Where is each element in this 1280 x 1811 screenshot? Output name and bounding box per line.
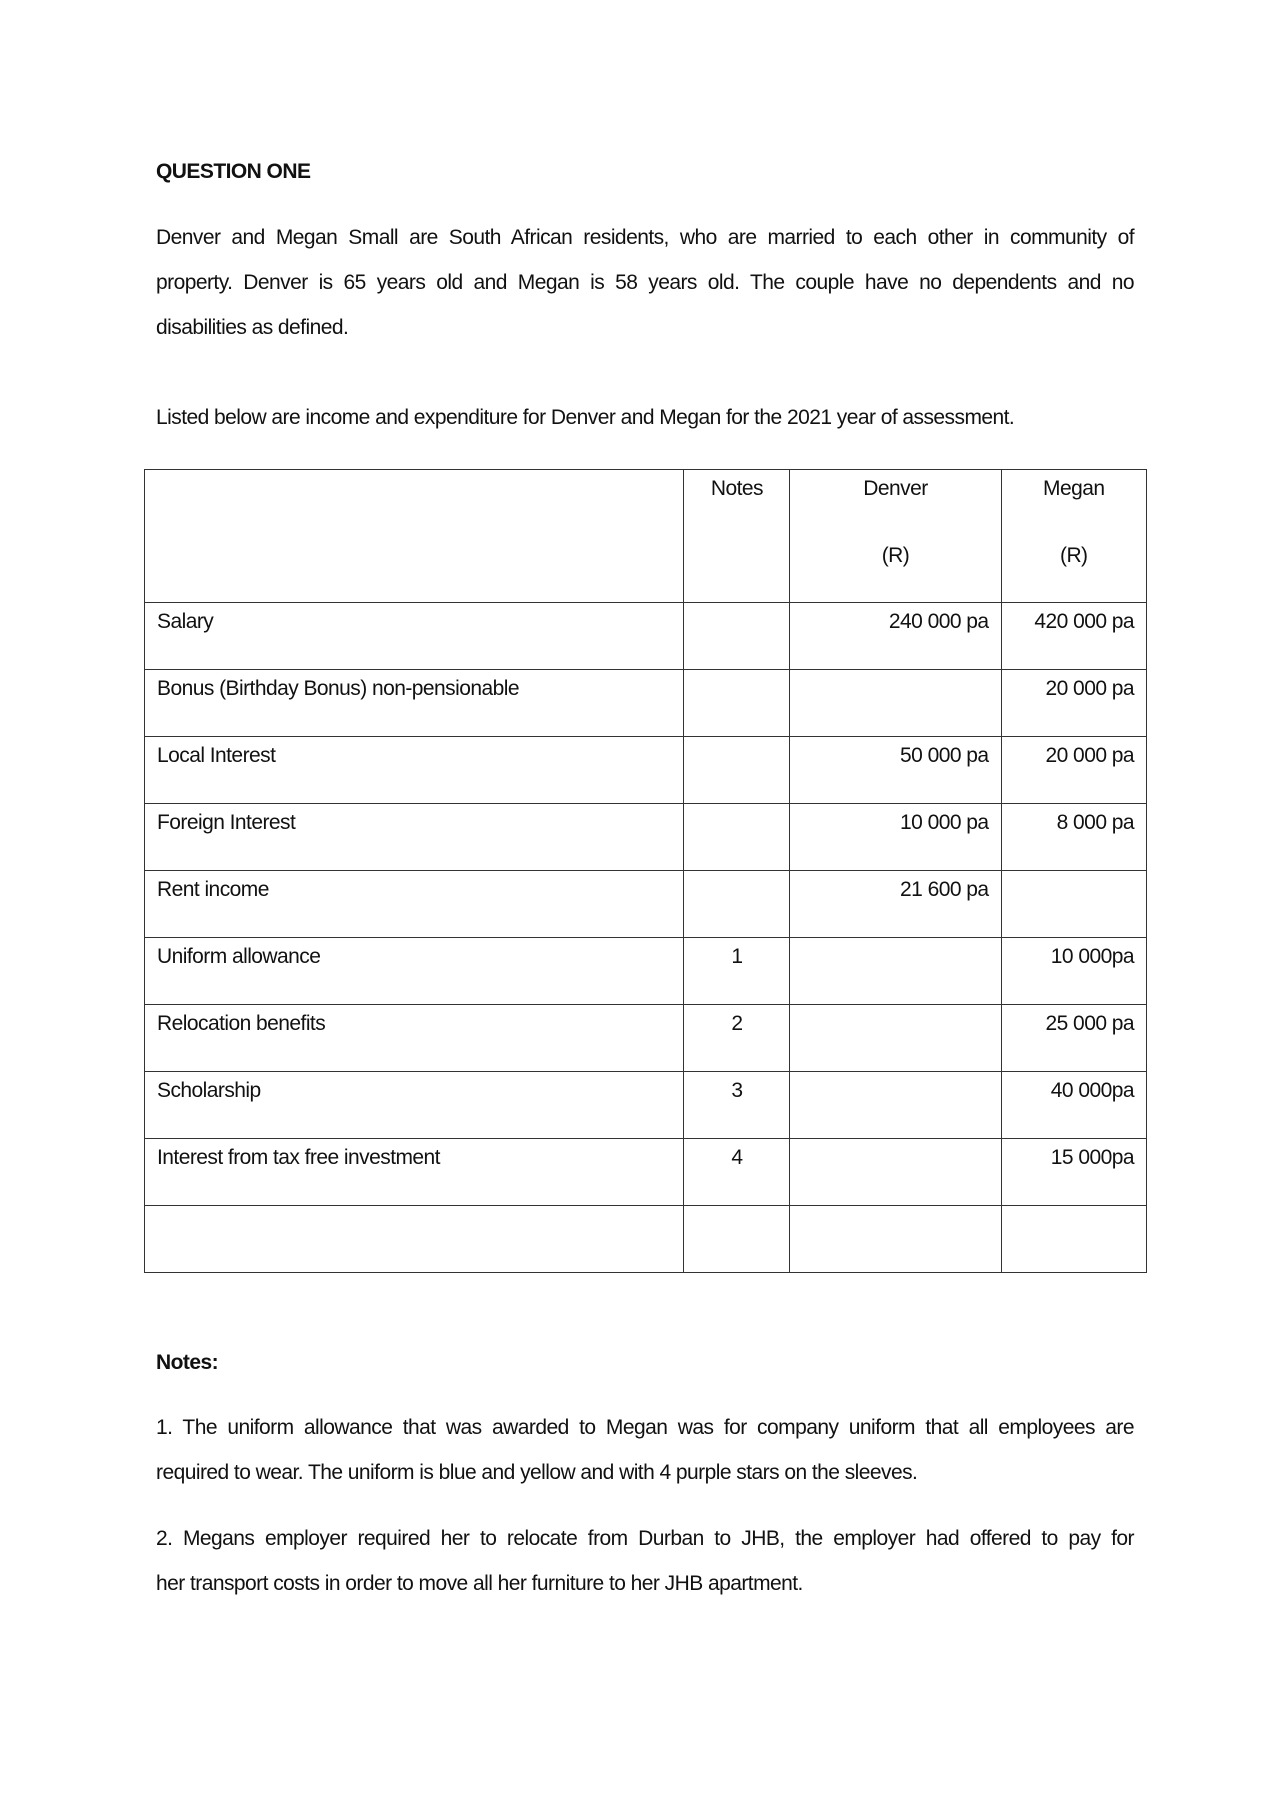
cell-item-text bbox=[145, 1206, 683, 1211]
cell-megan bbox=[1001, 1139, 1146, 1206]
note-1 bbox=[156, 1405, 1134, 1495]
cell-note bbox=[684, 871, 790, 938]
cell-note bbox=[684, 670, 790, 737]
cell-note-text bbox=[684, 670, 789, 675]
cell-item-text: Uniform allowance bbox=[157, 945, 321, 968]
cell-denver-text: 50 000 pa bbox=[900, 744, 989, 767]
cell-note-text: 4 bbox=[731, 1146, 743, 1169]
cell-note-text: 3 bbox=[731, 1079, 743, 1102]
cell-denver bbox=[790, 938, 1001, 1005]
cell-item-text: Salary bbox=[157, 610, 214, 633]
cell-denver-text bbox=[790, 670, 1000, 675]
table-row bbox=[145, 871, 1147, 938]
cell-megan-text: 10 000pa bbox=[1050, 945, 1134, 968]
table-row bbox=[145, 1206, 1147, 1273]
cell-note-text bbox=[684, 871, 789, 876]
intro-line: Denver and Megan Small are South African residents, who are married to each other in community of bbox=[156, 226, 1134, 249]
cell-denver bbox=[790, 603, 1001, 670]
cell-item-text: Relocation benefits bbox=[157, 1012, 326, 1035]
cell-note-text bbox=[684, 804, 789, 809]
cell-item bbox=[145, 670, 684, 737]
cell-item bbox=[145, 938, 684, 1005]
header-denver-unit: (R) bbox=[881, 544, 910, 567]
header-megan-unit: (R) bbox=[1060, 544, 1088, 567]
cell-note-text bbox=[684, 1206, 789, 1211]
cell-item bbox=[145, 1072, 684, 1139]
cell-megan-text: 25 000 pa bbox=[1045, 1012, 1134, 1035]
cell-denver bbox=[790, 804, 1001, 871]
cell-denver bbox=[790, 1139, 1001, 1206]
cell-denver bbox=[790, 737, 1001, 804]
table-row bbox=[145, 737, 1147, 804]
cell-item-text: Interest from tax free investment bbox=[157, 1146, 440, 1169]
intro-line: property. Denver is 65 years old and Megan is 58 years old. The couple have no dependents and no bbox=[156, 271, 1134, 294]
table-row bbox=[145, 938, 1147, 1005]
cell-note bbox=[684, 804, 790, 871]
header-denver bbox=[790, 470, 1001, 603]
cell-item-text: Rent income bbox=[157, 878, 269, 901]
cell-megan-text: 20 000 pa bbox=[1045, 744, 1134, 767]
cell-denver-text bbox=[790, 938, 1000, 943]
cell-item-text: Scholarship bbox=[157, 1079, 261, 1102]
cell-megan-text bbox=[1002, 871, 1146, 876]
header-megan bbox=[1001, 470, 1146, 603]
header-blank bbox=[145, 470, 684, 603]
cell-megan bbox=[1001, 737, 1146, 804]
cell-denver-text bbox=[790, 1005, 1000, 1010]
cell-denver-text: 21 600 pa bbox=[900, 878, 989, 901]
cell-item bbox=[145, 1139, 684, 1206]
cell-megan-text: 420 000 pa bbox=[1034, 610, 1134, 633]
header-notes-label: Notes bbox=[710, 477, 763, 500]
cell-item bbox=[145, 1206, 684, 1273]
intro-line: disabilities as defined. bbox=[156, 316, 349, 339]
cell-item bbox=[145, 603, 684, 670]
cell-megan bbox=[1001, 1206, 1146, 1273]
cell-megan-text: 40 000pa bbox=[1050, 1079, 1134, 1102]
table-row bbox=[145, 1005, 1147, 1072]
cell-note bbox=[684, 938, 790, 1005]
cell-item bbox=[145, 804, 684, 871]
cell-denver-text bbox=[790, 1072, 1000, 1077]
cell-denver bbox=[790, 670, 1001, 737]
intro-paragraph bbox=[156, 215, 1134, 350]
table-row bbox=[145, 670, 1147, 737]
header-megan-label: Megan bbox=[1043, 477, 1105, 500]
cell-item bbox=[145, 871, 684, 938]
table-row bbox=[145, 804, 1147, 871]
note-line: 1. The uniform allowance that was awarded to Megan was for company uniform that all employees are bbox=[156, 1416, 1134, 1439]
cell-item-text: Local Interest bbox=[157, 744, 276, 767]
cell-megan-text bbox=[1002, 1206, 1146, 1211]
cell-megan-text: 20 000 pa bbox=[1045, 677, 1134, 700]
notes-title: Notes: bbox=[156, 1351, 219, 1374]
note-2 bbox=[156, 1516, 1134, 1606]
listed-sentence: Listed below are income and expenditure for Denver and Megan for the 2021 year of assessment. bbox=[156, 406, 1015, 429]
cell-megan bbox=[1001, 1072, 1146, 1139]
note-line: her transport costs in order to move all her furniture to her JHB apartment. bbox=[156, 1572, 803, 1595]
cell-note bbox=[684, 1139, 790, 1206]
note-line: 2. Megans employer required her to relocate from Durban to JHB, the employer had offered to pay for bbox=[156, 1527, 1134, 1550]
cell-note bbox=[684, 603, 790, 670]
question-title: QUESTION ONE bbox=[156, 160, 311, 183]
cell-item bbox=[145, 1005, 684, 1072]
cell-note bbox=[684, 1206, 790, 1273]
cell-megan bbox=[1001, 670, 1146, 737]
table-row bbox=[145, 1139, 1147, 1206]
cell-megan bbox=[1001, 938, 1146, 1005]
cell-note bbox=[684, 1072, 790, 1139]
cell-note-text: 2 bbox=[731, 1012, 743, 1035]
cell-denver bbox=[790, 1206, 1001, 1273]
cell-denver-text: 10 000 pa bbox=[900, 811, 989, 834]
cell-note bbox=[684, 737, 790, 804]
cell-denver bbox=[790, 871, 1001, 938]
cell-denver-text bbox=[790, 1139, 1000, 1144]
cell-item bbox=[145, 737, 684, 804]
table-row bbox=[145, 1072, 1147, 1139]
cell-denver-text bbox=[790, 1206, 1000, 1211]
income-table bbox=[144, 469, 1147, 1273]
cell-megan bbox=[1001, 603, 1146, 670]
cell-note-text: 1 bbox=[731, 945, 743, 968]
cell-item-text: Bonus (Birthday Bonus) non-pensionable bbox=[157, 677, 520, 700]
cell-megan-text: 8 000 pa bbox=[1056, 811, 1134, 834]
cell-note-text bbox=[684, 737, 789, 742]
cell-note-text bbox=[684, 603, 789, 608]
header-denver-label: Denver bbox=[863, 477, 928, 500]
cell-megan bbox=[1001, 871, 1146, 938]
cell-denver bbox=[790, 1005, 1001, 1072]
table-row bbox=[145, 603, 1147, 670]
cell-megan bbox=[1001, 804, 1146, 871]
cell-denver bbox=[790, 1072, 1001, 1139]
header-notes bbox=[684, 470, 790, 603]
cell-denver-text: 240 000 pa bbox=[888, 610, 989, 633]
cell-item-text: Foreign Interest bbox=[157, 811, 296, 834]
cell-megan bbox=[1001, 1005, 1146, 1072]
note-line: required to wear. The uniform is blue and yellow and with 4 purple stars on the sleeves. bbox=[156, 1461, 918, 1484]
table-header-row bbox=[145, 470, 1147, 603]
cell-megan-text: 15 000pa bbox=[1050, 1146, 1134, 1169]
cell-note bbox=[684, 1005, 790, 1072]
